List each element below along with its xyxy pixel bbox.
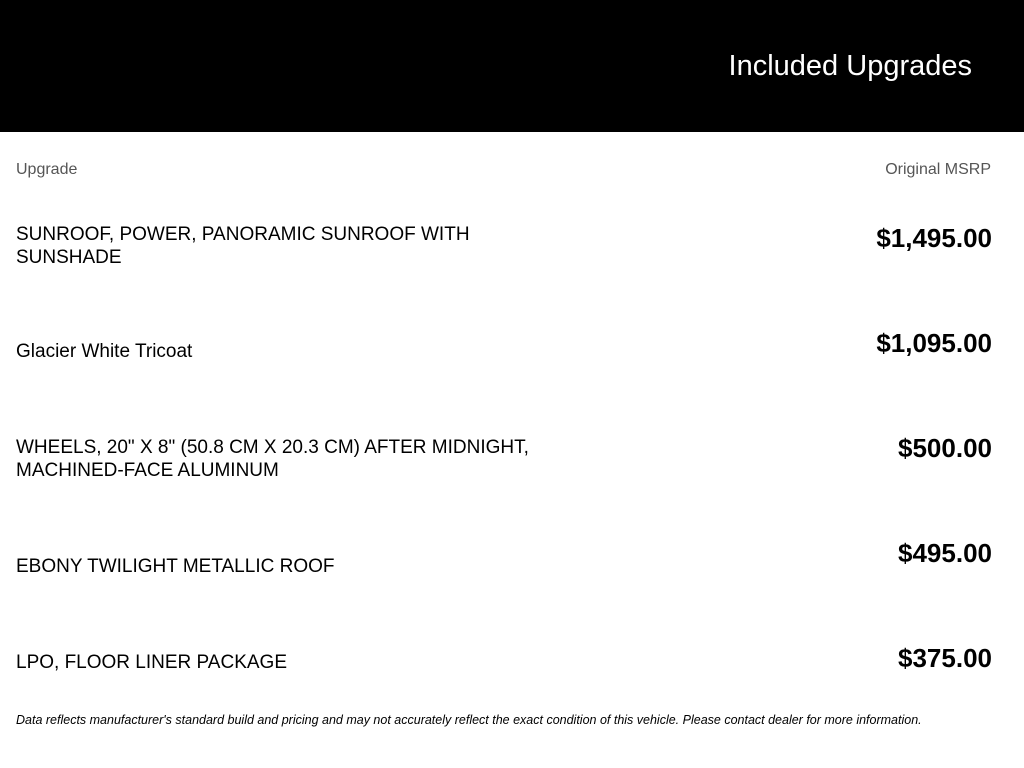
upgrade-price: $1,095.00 [876,328,992,358]
upgrade-row [0,223,1024,328]
upgrade-row [0,538,1024,643]
upgrade-price: $375.00 [898,643,992,673]
upgrade-name: Glacier White Tricoat [16,341,193,362]
header-bar [0,0,1024,132]
column-header-msrp: Original MSRP [885,161,991,178]
upgrade-row [0,643,1024,748]
upgrade-row [0,433,1024,538]
page-title: Included Upgrades [728,50,972,82]
upgrade-name: EBONY TWILIGHT METALLIC ROOF [16,556,335,577]
column-header-upgrade: Upgrade [16,161,78,178]
upgrade-price: $495.00 [898,538,992,568]
disclaimer-note: Data reflects manufacturer's standard build and pricing and may not accurately reflect the exact condition of this vehicle. Please contact dealer for more information. [16,713,922,727]
upgrade-row [0,328,1024,433]
upgrade-price: $500.00 [898,433,992,463]
upgrade-price: $1,495.00 [876,223,992,253]
upgrade-name: WHEELS, 20" X 8" (50.8 CM X 20.3 CM) AFTER MIDNIGHT, MACHINED-FACE ALUMINUM [16,437,529,481]
upgrade-name: LPO, FLOOR LINER PACKAGE [16,652,288,673]
upgrade-name: SUNROOF, POWER, PANORAMIC SUNROOF WITH SUNSHADE [16,224,470,268]
